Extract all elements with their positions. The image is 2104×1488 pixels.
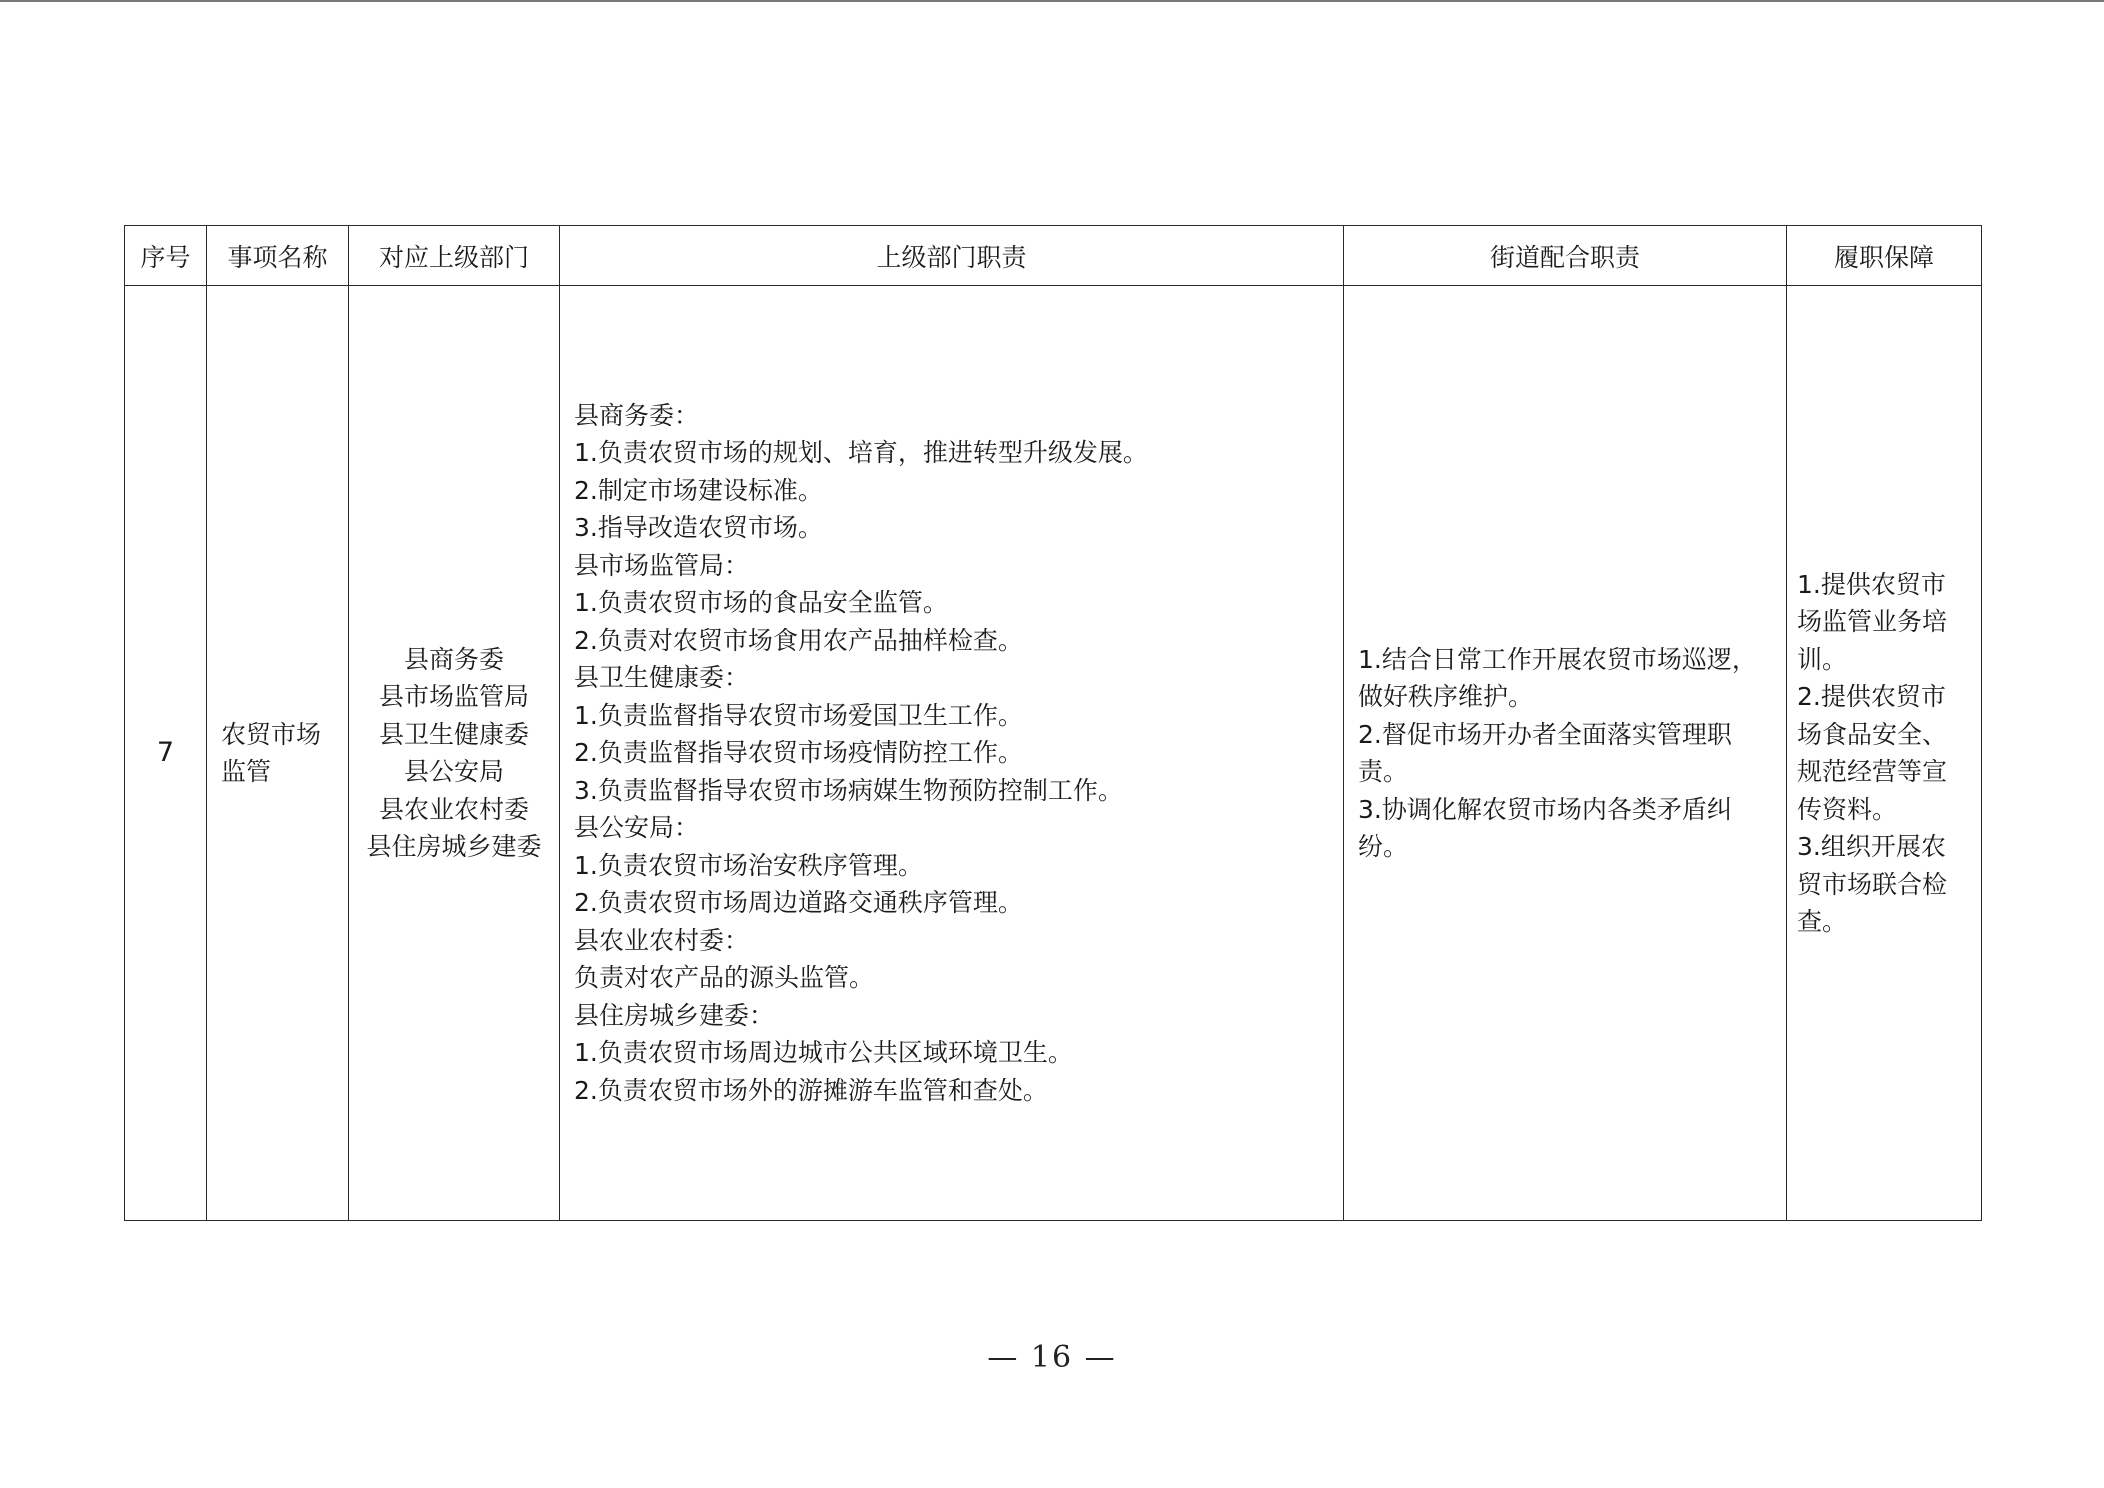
item-name-line: 监管 (221, 757, 272, 786)
duty-line: 2.负责对农贸市场食用农产品抽样检查。 (574, 625, 1023, 655)
duty-line: 3.负责监督指导农贸市场病媒生物预防控制工作。 (574, 775, 1123, 805)
duty-line: 负责对农产品的源头监管。 (574, 963, 875, 993)
guarantee-line: 2.提供农贸市 (1797, 682, 1946, 711)
page-number: — 16 — (987, 1340, 1117, 1375)
street-duty-line: 纷。 (1358, 832, 1409, 861)
superior-duties-cell (560, 286, 1344, 1221)
guarantee-line: 传资料。 (1797, 794, 1898, 824)
department-item: 县商务委 (403, 644, 504, 674)
street-duty-line: 做好秩序维护。 (1358, 682, 1534, 711)
departments-cell (349, 286, 560, 1221)
guarantee-line: 查。 (1797, 907, 1848, 936)
street-duty-line: 3.协调化解农贸市场内各类矛盾纠 (1358, 794, 1732, 824)
header-item-name: 事项名称 (207, 226, 349, 286)
street-duties-cell (1344, 286, 1787, 1221)
street-duty-line: 责。 (1358, 757, 1409, 786)
guarantee-line: 规范经营等宣 (1797, 757, 1948, 786)
guarantee-line: 1.提供农贸市 (1797, 569, 1946, 599)
duty-line: 县公安局： (574, 813, 700, 843)
department-item: 县农业农村委 (378, 794, 529, 824)
guarantee-line: 场食品安全、 (1797, 719, 1948, 749)
duty-line: 县商务委： (574, 400, 700, 430)
guarantees-cell (1787, 286, 1982, 1221)
guarantee-line: 贸市场联合检 (1797, 869, 1948, 899)
item-name-cell (207, 286, 349, 1221)
duty-line: 1.负责监督指导农贸市场爱国卫生工作。 (574, 700, 1023, 730)
header-guarantees: 履职保障 (1787, 226, 1982, 286)
duty-table (124, 225, 1982, 1221)
duty-line: 2.负责农贸市场周边道路交通秩序管理。 (574, 888, 1023, 918)
department-item: 县市场监管局 (378, 682, 529, 711)
guarantee-line: 3.组织开展农 (1797, 832, 1946, 861)
duty-line: 2.制定市场建设标准。 (574, 475, 823, 505)
header-superior-duties: 上级部门职责 (560, 226, 1344, 286)
duty-line: 1.负责农贸市场周边城市公共区域环境卫生。 (574, 1038, 1073, 1068)
duty-line: 1.负责农贸市场治安秩序管理。 (574, 850, 923, 880)
duty-line: 县市场监管局： (574, 550, 750, 580)
header-street-duties: 街道配合职责 (1344, 226, 1787, 286)
duty-line: 1.负责农贸市场的规划、培育，推进转型升级发展。 (574, 438, 1148, 468)
guarantee-line: 场监管业务培 (1797, 607, 1948, 636)
department-item: 县公安局 (403, 757, 504, 786)
header-departments: 对应上级部门 (349, 226, 560, 286)
item-name-line: 农贸市场 (221, 719, 322, 749)
department-item: 县住房城乡建委 (366, 832, 542, 861)
header-seq: 序号 (125, 226, 207, 286)
table-header-row (125, 226, 1982, 286)
street-duty-line: 2.督促市场开办者全面落实管理职 (1358, 719, 1732, 749)
seq-number: 7 (156, 737, 175, 769)
street-duty-line: 1.结合日常工作开展农贸市场巡逻， (1358, 644, 1757, 674)
duty-line: 1.负责农贸市场的食品安全监管。 (574, 588, 948, 618)
department-item: 县卫生健康委 (378, 719, 529, 749)
duty-line: 县农业农村委： (574, 925, 750, 955)
seq-cell (125, 286, 207, 1221)
duty-line: 3.指导改造农贸市场。 (574, 513, 823, 543)
guarantee-line: 训。 (1797, 644, 1848, 674)
page-top-border (0, 0, 2104, 2)
duty-line: 2.负责农贸市场外的游摊游车监管和查处。 (574, 1075, 1048, 1105)
duty-line: 县住房城乡建委： (574, 1000, 775, 1030)
duty-line: 2.负责监督指导农贸市场疫情防控工作。 (574, 738, 1023, 768)
duty-line: 县卫生健康委： (574, 663, 750, 693)
table-row (125, 286, 1982, 1221)
